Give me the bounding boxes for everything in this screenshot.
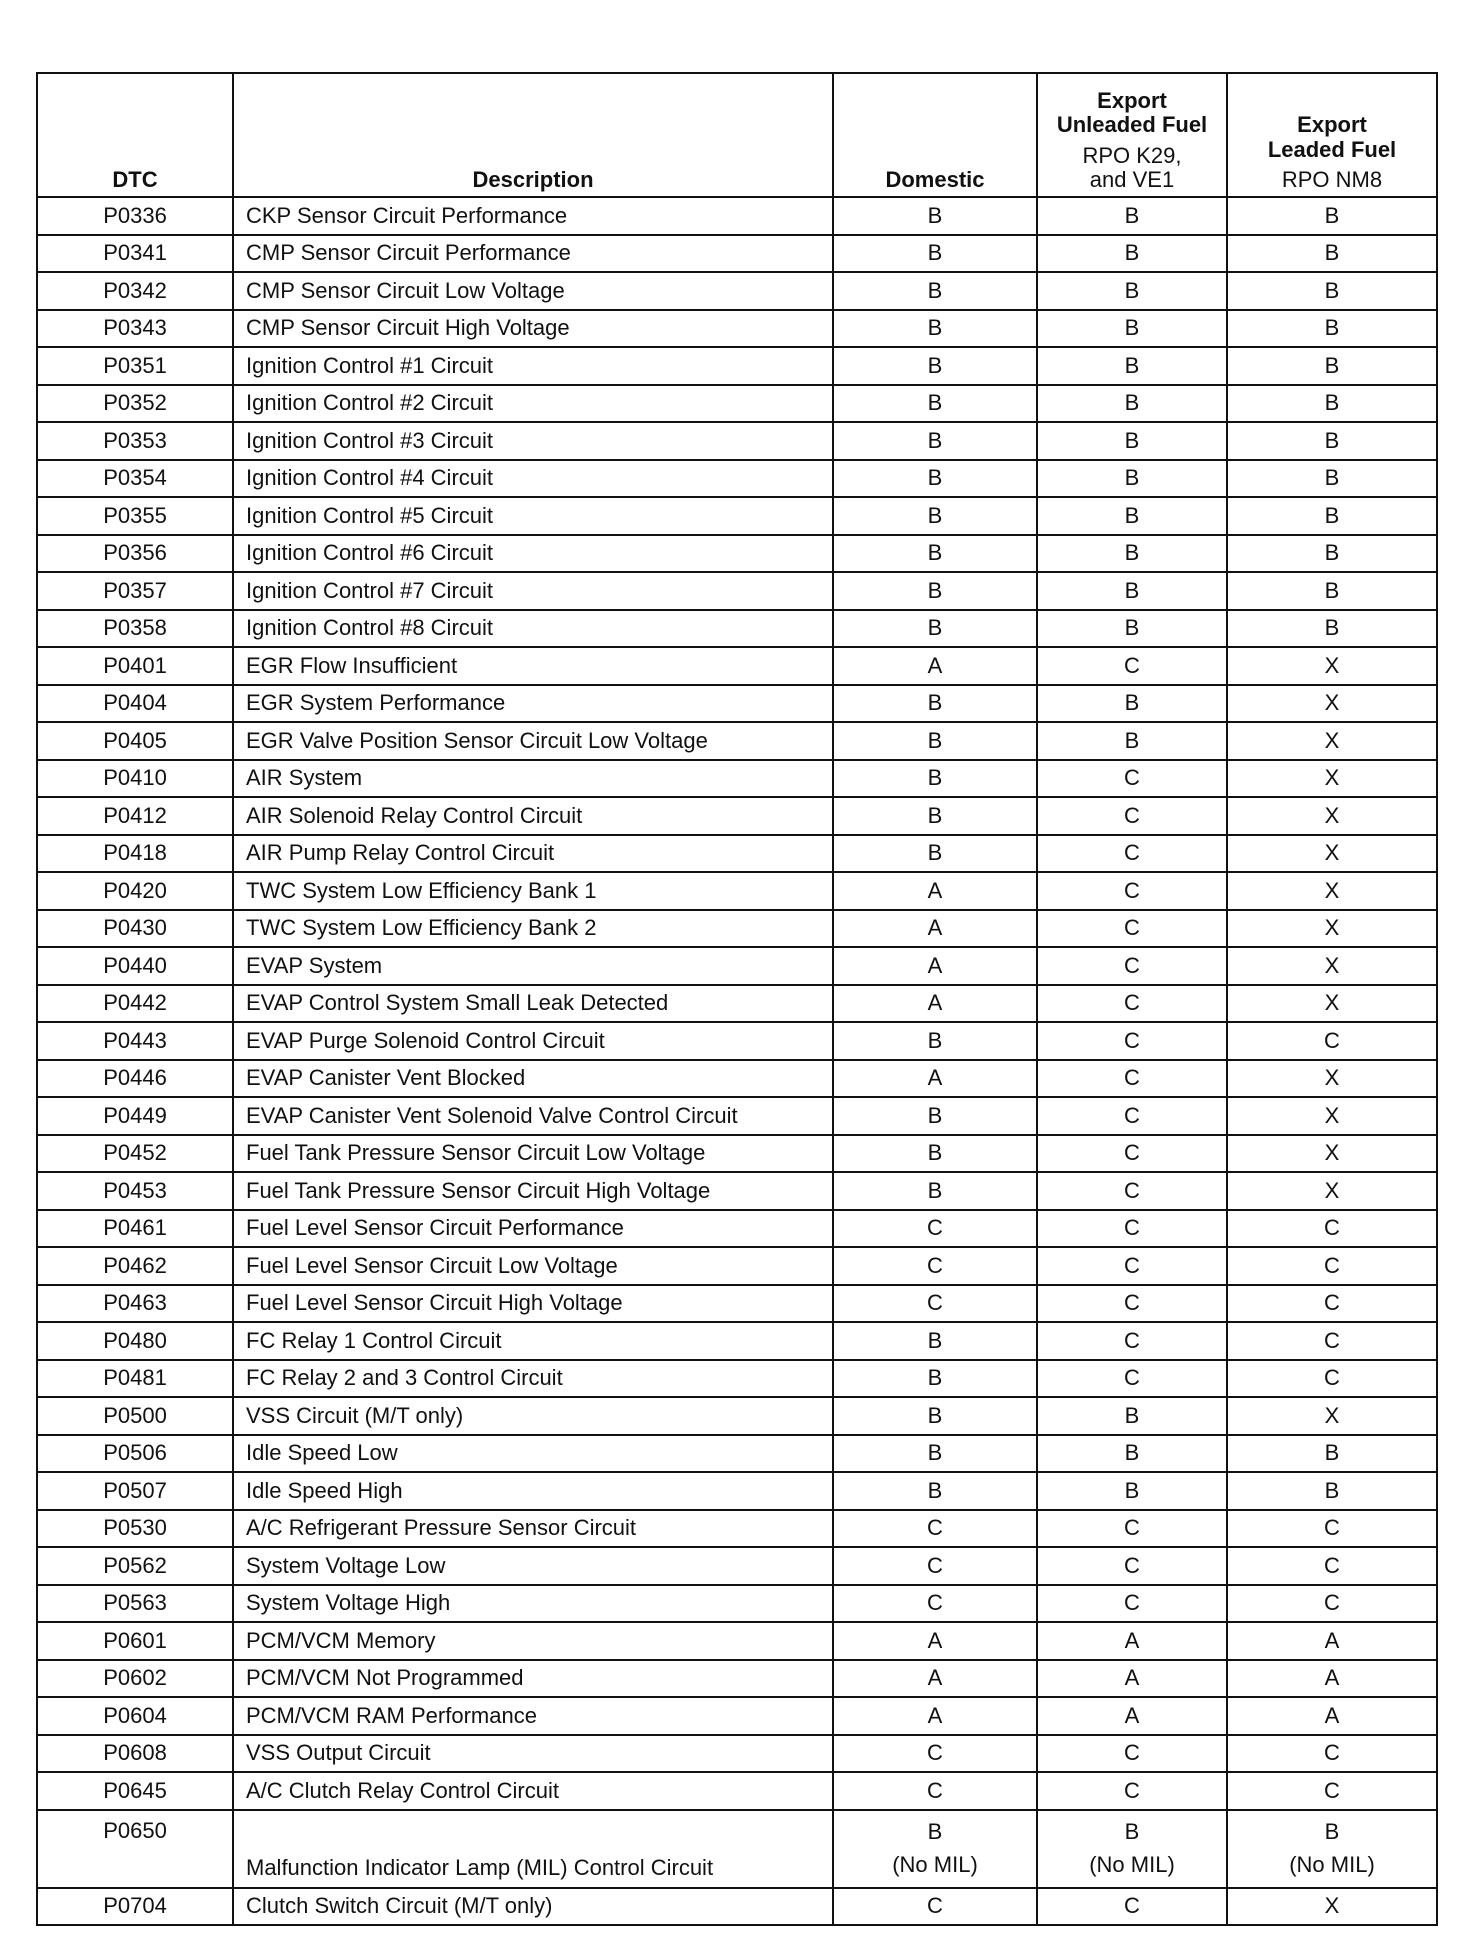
dtc-code: P0602 (37, 1660, 233, 1698)
dtc-description: Idle Speed Low (233, 1435, 833, 1473)
domestic-value: B (833, 1322, 1037, 1360)
dtc-code: P0343 (37, 310, 233, 348)
dtc-code: P0351 (37, 347, 233, 385)
domestic-value: B (833, 535, 1037, 573)
domestic-value: B (833, 1397, 1037, 1435)
table-row (37, 722, 1437, 760)
table-row (37, 1510, 1437, 1548)
domestic-value: B (833, 497, 1037, 535)
table-row (37, 685, 1437, 723)
export-leaded-value: X (1227, 1172, 1437, 1210)
export-unleaded-value: B (1037, 572, 1227, 610)
dtc-description: Ignition Control #3 Circuit (233, 422, 833, 460)
table-row (37, 872, 1437, 910)
domestic-value: B (833, 235, 1037, 273)
dtc-description: Ignition Control #6 Circuit (233, 535, 833, 573)
dtc-code: P0461 (37, 1210, 233, 1248)
header-export-leaded (1227, 73, 1437, 197)
export-unleaded-value: C (1037, 1510, 1227, 1548)
export-leaded-value: B (1227, 572, 1437, 610)
domestic-value: A (833, 872, 1037, 910)
domestic-value: A (833, 647, 1037, 685)
dtc-code: P0452 (37, 1135, 233, 1173)
export-unleaded-value: C (1037, 1247, 1227, 1285)
export-leaded-value: C (1227, 1585, 1437, 1623)
export-unleaded-value: C (1037, 797, 1227, 835)
domestic-value: C (833, 1285, 1037, 1323)
export-leaded-value: C (1227, 1022, 1437, 1060)
export-leaded-value: C (1227, 1772, 1437, 1810)
dtc-description: Ignition Control #8 Circuit (233, 610, 833, 648)
dtc-code: P0530 (37, 1510, 233, 1548)
dtc-code: P0481 (37, 1360, 233, 1398)
dtc-description: EGR Flow Insufficient (233, 647, 833, 685)
table-row (37, 197, 1437, 235)
dtc-code: P0453 (37, 1172, 233, 1210)
header-export-unleaded-title2: Unleaded Fuel (1056, 112, 1208, 138)
export-unleaded-value: B (1037, 310, 1227, 348)
dtc-description: PCM/VCM RAM Performance (233, 1697, 833, 1735)
dtc-code: P0405 (37, 722, 233, 760)
export-unleaded-value: B (1037, 685, 1227, 723)
export-unleaded-value: C (1037, 910, 1227, 948)
header-export-leaded-title1: Export (1297, 112, 1367, 138)
domestic-value: B (833, 1435, 1037, 1473)
export-leaded-value-letter: B (1324, 1819, 1340, 1845)
domestic-value: B (833, 572, 1037, 610)
export-leaded-value: C (1227, 1210, 1437, 1248)
export-unleaded-value: C (1037, 1097, 1227, 1135)
export-leaded-value: B (1227, 197, 1437, 235)
export-leaded-value: C (1227, 1285, 1437, 1323)
export-unleaded-value: C (1037, 835, 1227, 873)
export-leaded-value: B (1227, 272, 1437, 310)
export-unleaded-value: C (1037, 647, 1227, 685)
dtc-description: EVAP Canister Vent Blocked (233, 1060, 833, 1098)
table-row (37, 497, 1437, 535)
dtc-code: P0440 (37, 947, 233, 985)
export-leaded-value (1227, 1810, 1437, 1888)
export-leaded-value: C (1227, 1735, 1437, 1773)
table-row (37, 535, 1437, 573)
table-row (37, 1060, 1437, 1098)
domestic-value (833, 1810, 1037, 1888)
domestic-value: B (833, 197, 1037, 235)
dtc-description: Fuel Level Sensor Circuit High Voltage (233, 1285, 833, 1323)
dtc-code: P0342 (37, 272, 233, 310)
export-unleaded-value: C (1037, 1360, 1227, 1398)
export-unleaded-value: B (1037, 1397, 1227, 1435)
domestic-value: B (833, 685, 1037, 723)
header-export-unleaded-sub2: and VE1 (1089, 166, 1175, 192)
export-unleaded-value: B (1037, 347, 1227, 385)
domestic-value: A (833, 1697, 1037, 1735)
export-unleaded-value: C (1037, 1735, 1227, 1773)
dtc-description: Malfunction Indicator Lamp (MIL) Control Circuit (233, 1810, 833, 1888)
domestic-value: C (833, 1772, 1037, 1810)
domestic-value: B (833, 722, 1037, 760)
dtc-code: P0418 (37, 835, 233, 873)
domestic-value-letter: B (927, 1819, 943, 1845)
dtc-code: P0446 (37, 1060, 233, 1098)
export-leaded-value: X (1227, 985, 1437, 1023)
dtc-description: System Voltage High (233, 1585, 833, 1623)
export-leaded-value: X (1227, 797, 1437, 835)
dtc-code: P0404 (37, 685, 233, 723)
export-unleaded-value: C (1037, 1772, 1227, 1810)
export-unleaded-value: B (1037, 272, 1227, 310)
dtc-description: Ignition Control #1 Circuit (233, 347, 833, 385)
table-row (37, 1285, 1437, 1323)
export-unleaded-value: B (1037, 722, 1227, 760)
export-leaded-value: X (1227, 947, 1437, 985)
domestic-value: A (833, 1660, 1037, 1698)
dtc-code: P0357 (37, 572, 233, 610)
table-row (37, 1660, 1437, 1698)
table-row (37, 835, 1437, 873)
domestic-value: B (833, 460, 1037, 498)
domestic-value: B (833, 835, 1037, 873)
table-row (37, 1397, 1437, 1435)
table-row (37, 1097, 1437, 1135)
dtc-description: AIR System (233, 760, 833, 798)
export-leaded-value: B (1227, 235, 1437, 273)
domestic-value: B (833, 1172, 1037, 1210)
export-unleaded-value: A (1037, 1622, 1227, 1660)
dtc-description: CMP Sensor Circuit Performance (233, 235, 833, 273)
export-unleaded-value: A (1037, 1660, 1227, 1698)
table-row (37, 1810, 1437, 1888)
table-row (37, 1697, 1437, 1735)
export-leaded-value: X (1227, 647, 1437, 685)
export-unleaded-value: C (1037, 1210, 1227, 1248)
export-unleaded-value: B (1037, 610, 1227, 648)
domestic-value: B (833, 422, 1037, 460)
domestic-value: A (833, 1622, 1037, 1660)
dtc-code: P0353 (37, 422, 233, 460)
table-row (37, 1022, 1437, 1060)
domestic-value: A (833, 910, 1037, 948)
domestic-value: B (833, 610, 1037, 648)
table-row (37, 1135, 1437, 1173)
table-row (37, 1322, 1437, 1360)
dtc-description: EGR Valve Position Sensor Circuit Low Voltage (233, 722, 833, 760)
dtc-code: P0341 (37, 235, 233, 273)
table-row (37, 1435, 1437, 1473)
dtc-code: P0336 (37, 197, 233, 235)
export-unleaded-value: C (1037, 872, 1227, 910)
domestic-value: A (833, 985, 1037, 1023)
dtc-code: P0500 (37, 1397, 233, 1435)
dtc-description: Ignition Control #4 Circuit (233, 460, 833, 498)
export-leaded-value: X (1227, 722, 1437, 760)
dtc-description: System Voltage Low (233, 1547, 833, 1585)
domestic-value: C (833, 1247, 1037, 1285)
export-unleaded-value: C (1037, 1322, 1227, 1360)
dtc-code: P0463 (37, 1285, 233, 1323)
export-leaded-value: A (1227, 1697, 1437, 1735)
dtc-description: VSS Output Circuit (233, 1735, 833, 1773)
export-leaded-value: X (1227, 1888, 1437, 1926)
export-unleaded-value: B (1037, 235, 1227, 273)
export-unleaded-value: C (1037, 1022, 1227, 1060)
export-leaded-value: X (1227, 1097, 1437, 1135)
dtc-description: TWC System Low Efficiency Bank 1 (233, 872, 833, 910)
table-row (37, 1735, 1437, 1773)
export-leaded-value: B (1227, 385, 1437, 423)
domestic-value: C (833, 1547, 1037, 1585)
dtc-code: P0562 (37, 1547, 233, 1585)
dtc-description: Fuel Level Sensor Circuit Low Voltage (233, 1247, 833, 1285)
export-unleaded-value: C (1037, 1060, 1227, 1098)
export-unleaded-value-letter: B (1124, 1819, 1140, 1845)
export-leaded-value: X (1227, 1397, 1437, 1435)
dtc-code: P0480 (37, 1322, 233, 1360)
export-unleaded-value: C (1037, 985, 1227, 1023)
dtc-code: P0506 (37, 1435, 233, 1473)
export-unleaded-value: B (1037, 460, 1227, 498)
export-leaded-value: C (1227, 1247, 1437, 1285)
domestic-value: B (833, 347, 1037, 385)
dtc-code: P0412 (37, 797, 233, 835)
export-leaded-value: C (1227, 1547, 1437, 1585)
domestic-value: A (833, 947, 1037, 985)
dtc-code: P0449 (37, 1097, 233, 1135)
dtc-description: TWC System Low Efficiency Bank 2 (233, 910, 833, 948)
table-row (37, 1472, 1437, 1510)
header-export-leaded-title2: Leaded Fuel (1267, 136, 1397, 162)
table-row (37, 1210, 1437, 1248)
domestic-value: C (833, 1888, 1037, 1926)
export-leaded-value: X (1227, 685, 1437, 723)
export-unleaded-value: B (1037, 385, 1227, 423)
export-leaded-value: X (1227, 1135, 1437, 1173)
table-row (37, 985, 1437, 1023)
export-leaded-value: A (1227, 1622, 1437, 1660)
export-unleaded-value: A (1037, 1697, 1227, 1735)
export-leaded-value: B (1227, 422, 1437, 460)
domestic-value: B (833, 310, 1037, 348)
export-leaded-value: B (1227, 610, 1437, 648)
export-leaded-value: B (1227, 1435, 1437, 1473)
header-row (37, 73, 1437, 197)
domestic-value-note: (No MIL) (892, 1851, 978, 1877)
header-export-unleaded-sub1: RPO K29, (1082, 142, 1182, 168)
domestic-value: B (833, 1472, 1037, 1510)
export-unleaded-value: B (1037, 535, 1227, 573)
dtc-code: P0355 (37, 497, 233, 535)
export-unleaded-value: B (1037, 197, 1227, 235)
dtc-description: A/C Clutch Relay Control Circuit (233, 1772, 833, 1810)
dtc-code: P0354 (37, 460, 233, 498)
dtc-description: EVAP Control System Small Leak Detected (233, 985, 833, 1023)
dtc-code: P0650 (37, 1810, 233, 1888)
domestic-value: B (833, 760, 1037, 798)
dtc-description: EVAP Canister Vent Solenoid Valve Control Circuit (233, 1097, 833, 1135)
dtc-description: Fuel Tank Pressure Sensor Circuit High Voltage (233, 1172, 833, 1210)
export-leaded-value: C (1227, 1510, 1437, 1548)
table-row (37, 272, 1437, 310)
table-row (37, 1172, 1437, 1210)
domestic-value: C (833, 1585, 1037, 1623)
header-export-leaded-sub1: RPO NM8 (1281, 166, 1383, 192)
dtc-description: FC Relay 2 and 3 Control Circuit (233, 1360, 833, 1398)
domestic-value: B (833, 1135, 1037, 1173)
export-unleaded-value: C (1037, 1585, 1227, 1623)
dtc-description: AIR Pump Relay Control Circuit (233, 835, 833, 873)
table-row (37, 760, 1437, 798)
export-leaded-value: B (1227, 1472, 1437, 1510)
export-unleaded-value: C (1037, 760, 1227, 798)
export-leaded-value: B (1227, 310, 1437, 348)
dtc-description: Idle Speed High (233, 1472, 833, 1510)
table-row (37, 1247, 1437, 1285)
header-domestic: Domestic (833, 73, 1037, 197)
dtc-description: CMP Sensor Circuit High Voltage (233, 310, 833, 348)
header-dtc: DTC (37, 73, 233, 197)
dtc-description: A/C Refrigerant Pressure Sensor Circuit (233, 1510, 833, 1548)
domestic-value: A (833, 1060, 1037, 1098)
table-row (37, 947, 1437, 985)
table-row (37, 1360, 1437, 1398)
domestic-value: B (833, 1360, 1037, 1398)
export-leaded-value: X (1227, 910, 1437, 948)
table-row (37, 235, 1437, 273)
export-leaded-value: A (1227, 1660, 1437, 1698)
dtc-code: P0563 (37, 1585, 233, 1623)
table-row (37, 610, 1437, 648)
dtc-description: Ignition Control #2 Circuit (233, 385, 833, 423)
table-row (37, 1888, 1437, 1926)
dtc-description: Fuel Tank Pressure Sensor Circuit Low Voltage (233, 1135, 833, 1173)
table-row (37, 1585, 1437, 1623)
dtc-description: VSS Circuit (M/T only) (233, 1397, 833, 1435)
table-row (37, 1622, 1437, 1660)
export-unleaded-value: C (1037, 1285, 1227, 1323)
dtc-code: P0604 (37, 1697, 233, 1735)
export-leaded-value: C (1227, 1322, 1437, 1360)
domestic-value: B (833, 1022, 1037, 1060)
export-leaded-value: X (1227, 760, 1437, 798)
table-row (37, 460, 1437, 498)
export-unleaded-value: C (1037, 1135, 1227, 1173)
table-row (37, 572, 1437, 610)
export-unleaded-value: B (1037, 422, 1227, 460)
dtc-description: EVAP Purge Solenoid Control Circuit (233, 1022, 833, 1060)
dtc-description: EVAP System (233, 947, 833, 985)
dtc-code: P0462 (37, 1247, 233, 1285)
export-leaded-value: X (1227, 872, 1437, 910)
table-row (37, 647, 1437, 685)
domestic-value: B (833, 385, 1037, 423)
dtc-code: P0358 (37, 610, 233, 648)
domestic-value: B (833, 272, 1037, 310)
export-unleaded-value (1037, 1810, 1227, 1888)
dtc-code: P0401 (37, 647, 233, 685)
dtc-description: PCM/VCM Not Programmed (233, 1660, 833, 1698)
table-row (37, 797, 1437, 835)
export-leaded-value: B (1227, 497, 1437, 535)
dtc-description: AIR Solenoid Relay Control Circuit (233, 797, 833, 835)
dtc-code: P0608 (37, 1735, 233, 1773)
table-row (37, 422, 1437, 460)
export-unleaded-value: B (1037, 1472, 1227, 1510)
dtc-code: P0704 (37, 1888, 233, 1926)
domestic-value: C (833, 1210, 1037, 1248)
domestic-value: B (833, 1097, 1037, 1135)
dtc-code: P0410 (37, 760, 233, 798)
dtc-code: P0645 (37, 1772, 233, 1810)
dtc-code: P0356 (37, 535, 233, 573)
export-leaded-value: X (1227, 835, 1437, 873)
table-row (37, 1772, 1437, 1810)
dtc-code: P0443 (37, 1022, 233, 1060)
dtc-code: P0442 (37, 985, 233, 1023)
domestic-value: C (833, 1510, 1037, 1548)
export-leaded-value: B (1227, 347, 1437, 385)
dtc-description: Clutch Switch Circuit (M/T only) (233, 1888, 833, 1926)
export-leaded-value: C (1227, 1360, 1437, 1398)
table-row (37, 1547, 1437, 1585)
dtc-code: P0420 (37, 872, 233, 910)
dtc-description: EGR System Performance (233, 685, 833, 723)
dtc-description: PCM/VCM Memory (233, 1622, 833, 1660)
export-leaded-value-note: (No MIL) (1289, 1851, 1375, 1877)
table-row (37, 310, 1437, 348)
export-unleaded-value: C (1037, 1172, 1227, 1210)
table-row (37, 910, 1437, 948)
header-description: Description (233, 73, 833, 197)
dtc-description: Ignition Control #5 Circuit (233, 497, 833, 535)
export-unleaded-value: B (1037, 497, 1227, 535)
export-unleaded-value: C (1037, 1888, 1227, 1926)
dtc-table (36, 72, 1438, 1926)
dtc-code: P0352 (37, 385, 233, 423)
export-unleaded-value: B (1037, 1435, 1227, 1473)
dtc-description: FC Relay 1 Control Circuit (233, 1322, 833, 1360)
export-unleaded-value: C (1037, 1547, 1227, 1585)
header-export-unleaded (1037, 73, 1227, 197)
dtc-code: P0430 (37, 910, 233, 948)
dtc-description: CKP Sensor Circuit Performance (233, 197, 833, 235)
dtc-code: P0507 (37, 1472, 233, 1510)
dtc-code: P0601 (37, 1622, 233, 1660)
header-export-unleaded-title1: Export (1097, 88, 1167, 114)
table-row (37, 347, 1437, 385)
dtc-description: Ignition Control #7 Circuit (233, 572, 833, 610)
domestic-value: B (833, 797, 1037, 835)
export-leaded-value: X (1227, 1060, 1437, 1098)
export-leaded-value: B (1227, 460, 1437, 498)
export-unleaded-value-note: (No MIL) (1089, 1851, 1175, 1877)
table-row (37, 385, 1437, 423)
domestic-value: C (833, 1735, 1037, 1773)
export-leaded-value: B (1227, 535, 1437, 573)
export-unleaded-value: C (1037, 947, 1227, 985)
dtc-description: CMP Sensor Circuit Low Voltage (233, 272, 833, 310)
dtc-description: Fuel Level Sensor Circuit Performance (233, 1210, 833, 1248)
